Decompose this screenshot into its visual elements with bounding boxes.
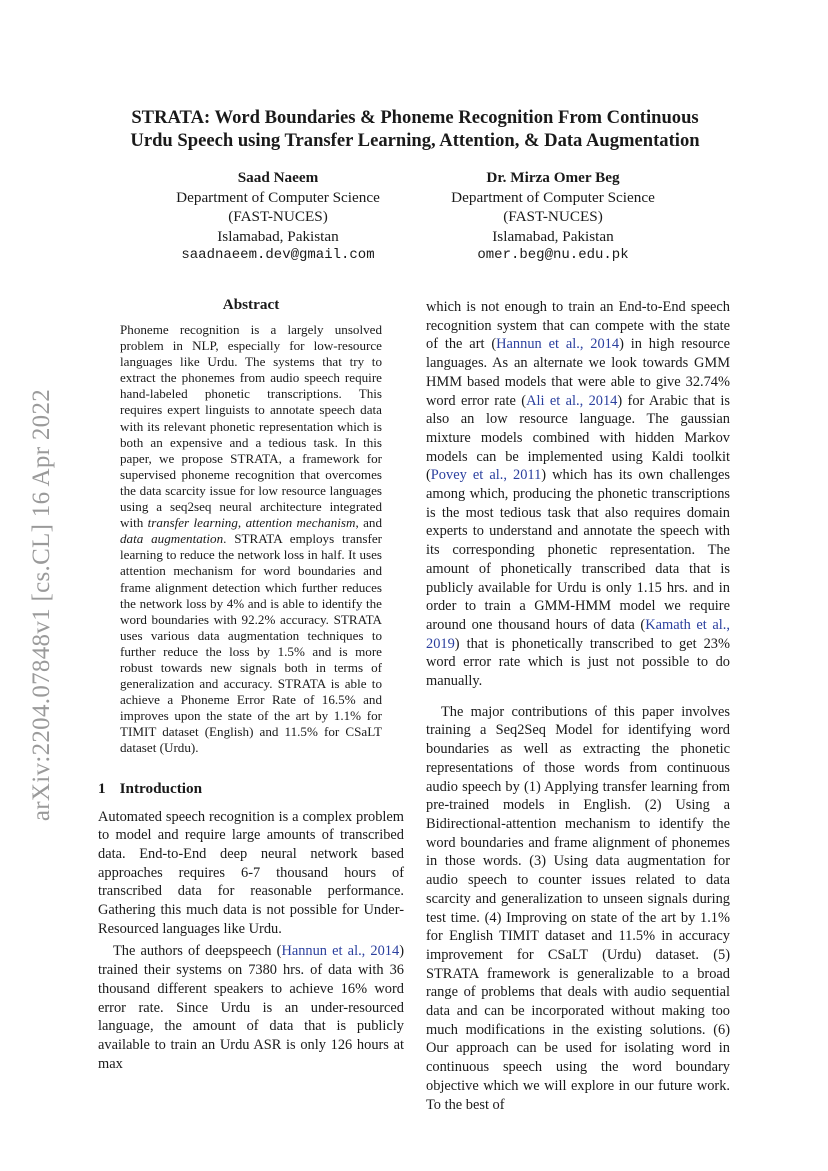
citation-link[interactable]: Kamath et al., 2019 [426,616,731,652]
abstract-emphasis: attention mechanism [245,515,356,531]
right-paragraph-1 [426,298,730,691]
paper-title [95,106,735,152]
section-title: Introduction [119,779,203,797]
author-email: saadnaeem.dev@gmail.com [181,247,375,264]
author-location: Islamabad, Pakistan [492,227,614,245]
intro-paragraph-2 [98,942,404,1073]
author-institution: (FAST-NUCES) [503,208,603,226]
author-department: Department of Computer Science [451,188,655,206]
paragraph-segment: ) which has its own challenges among which, producing the phonetic transcriptions is the most tedious task that also requires domain experts to understand and annotate the speech with its corresponding phonetic representation. The amount of phonetically transcribed data that is publicly available for Urdu is only 1.15 hrs. and in order to train a GMM-HMM model we require around one thousand hours of data ( [426,467,731,633]
abstract-segment: Phoneme recognition is a largely unsolved problem in NLP, especially for low-resource languages like Urdu. The systems that try to extract the phonemes from audio speech require hand-labeled phonetic transcriptions. This requires expert linguists to annotate speech data with its relevant phonetic representation which is both an expensive and a tedious task. In this paper, we propose STRATA, a framework for supervised phoneme recognition that overcomes the data scarcity issue for low resource languages using a seq2seq neural architecture integrated with [120,322,382,531]
abstract-segment: , [237,515,246,531]
abstract-segment: , and [355,515,383,531]
paragraph-segment: which is not enough to train an End-to-End speech recognition system that can compete with the state of the art ( [426,299,730,353]
abstract-segment: . STRATA employs transfer learning to reduce the network loss in half. It uses attention mechanism for word boundaries and frame alignment detection which further reduces the network loss by 4% and is able to identify the word boundaries with 92.2% accuracy. STRATA uses various data augmentation techniques to further reduce the loss by 1.5% and is more robust towards new signals both in terms of generalization and accuracy. STRATA is able to achieve a Phoneme Error Rate of 16.5% and improves upon the state of the art by 1.1% for TIMIT dataset (English) and 11.5% for CSaLT dataset (Urdu). [120,531,383,756]
author-location: Islamabad, Pakistan [217,227,339,245]
author-institution: (FAST-NUCES) [228,208,328,226]
citation-link[interactable]: Povey et al., 2011 [430,467,542,484]
section-number: 1 [98,779,106,797]
paper-title-line-1: STRATA: Word Boundaries & Phoneme Recognition From Continuous [131,107,699,128]
citation-link[interactable]: Hannun et al., 2014 [496,336,620,353]
abstract-heading: Abstract [222,296,280,313]
arxiv-identifier-stamp [18,365,66,845]
author-name: Dr. Mirza Omer Beg [486,169,620,186]
paper-title-line-2: Urdu Speech using Transfer Learning, Attention, & Data Augmentation [130,130,700,151]
abstract-emphasis: data augmentation [120,531,224,547]
paragraph-segment: ) that is phonetically transcribed to get 23% word error rate which is just not possible to do manually. [426,635,730,690]
contributions-paragraph: The major contributions of this paper involves training a Seq2Seq Model for identifying word boundaries as well as extracting the phonetic representations of those words from continuous audio speech by (1) Applying transfer learning from pre-trained models in English. (2) Using a Bidirectional-attention mechanism to identify the word boundaries and frame alignment of phonemes in those words. (3) Using data augmentation for audio speech to counter issues related to data scarcity and generalization to unseen signals during test time. (4) Improving on state of the art by 1.1% for English TIMIT dataset and 11.5% in accuracy improvement for CSaLT (Urdu) dataset. (5) STRATA framework is generalizable to a broad range of problems that deals with audio sequential data and can be incorporated without making too much modifications in the existing solutions. (6) Our approach can be used for isolating word in continuous speech using the word boundary objective which we will explore in our future work. To the best of [426,703,730,1113]
abstract-emphasis: transfer learning [147,515,238,531]
right-column [426,298,730,1114]
author-block-2 [403,168,703,266]
arxiv-identifier-text: arXiv:2204.07848v1 [cs.CL] 16 Apr 2022 [28,388,56,822]
paragraph-segment: ) trained their systems on 7380 hrs. of data with 36 thousand different speakers to achieve 16% word error rate. Since Urdu is an under-resourced language, the amount of data that is publicly available to train an Urdu ASR is only 126 hours at max [98,943,404,1072]
intro-paragraph-1: Automated speech recognition is a complex problem to model and require large amounts of transcribed data. End-to-End deep neural network based approaches requires 6-7 thousand hours of transcribed data for reasonable performance. Gathering this much data is not possible for Under-Resourced languages like Urdu. [98,808,404,937]
author-name: Saad Naeem [237,169,319,186]
citation-link[interactable]: Ali et al., 2014 [526,392,618,409]
section-heading-introduction [98,779,404,798]
author-block-1 [128,168,428,266]
author-department: Department of Computer Science [176,188,380,206]
paragraph-segment: ) for Arabic that is also an low resource language. The gaussian mixture models combined with hidden Markov models can be implemented using Kaldi toolkit ( [426,392,731,484]
abstract-text [120,322,382,757]
left-column [98,296,404,1073]
citation-link[interactable]: Hannun et al., 2014 [281,943,400,960]
author-email: omer.beg@nu.edu.pk [477,247,629,264]
paragraph-segment: ) in high resource languages. As an alternate we look towards GMM HMM based models that were able to give 32.74% word error rate ( [426,336,730,409]
paragraph-segment: The authors of deepspeech ( [113,943,282,960]
